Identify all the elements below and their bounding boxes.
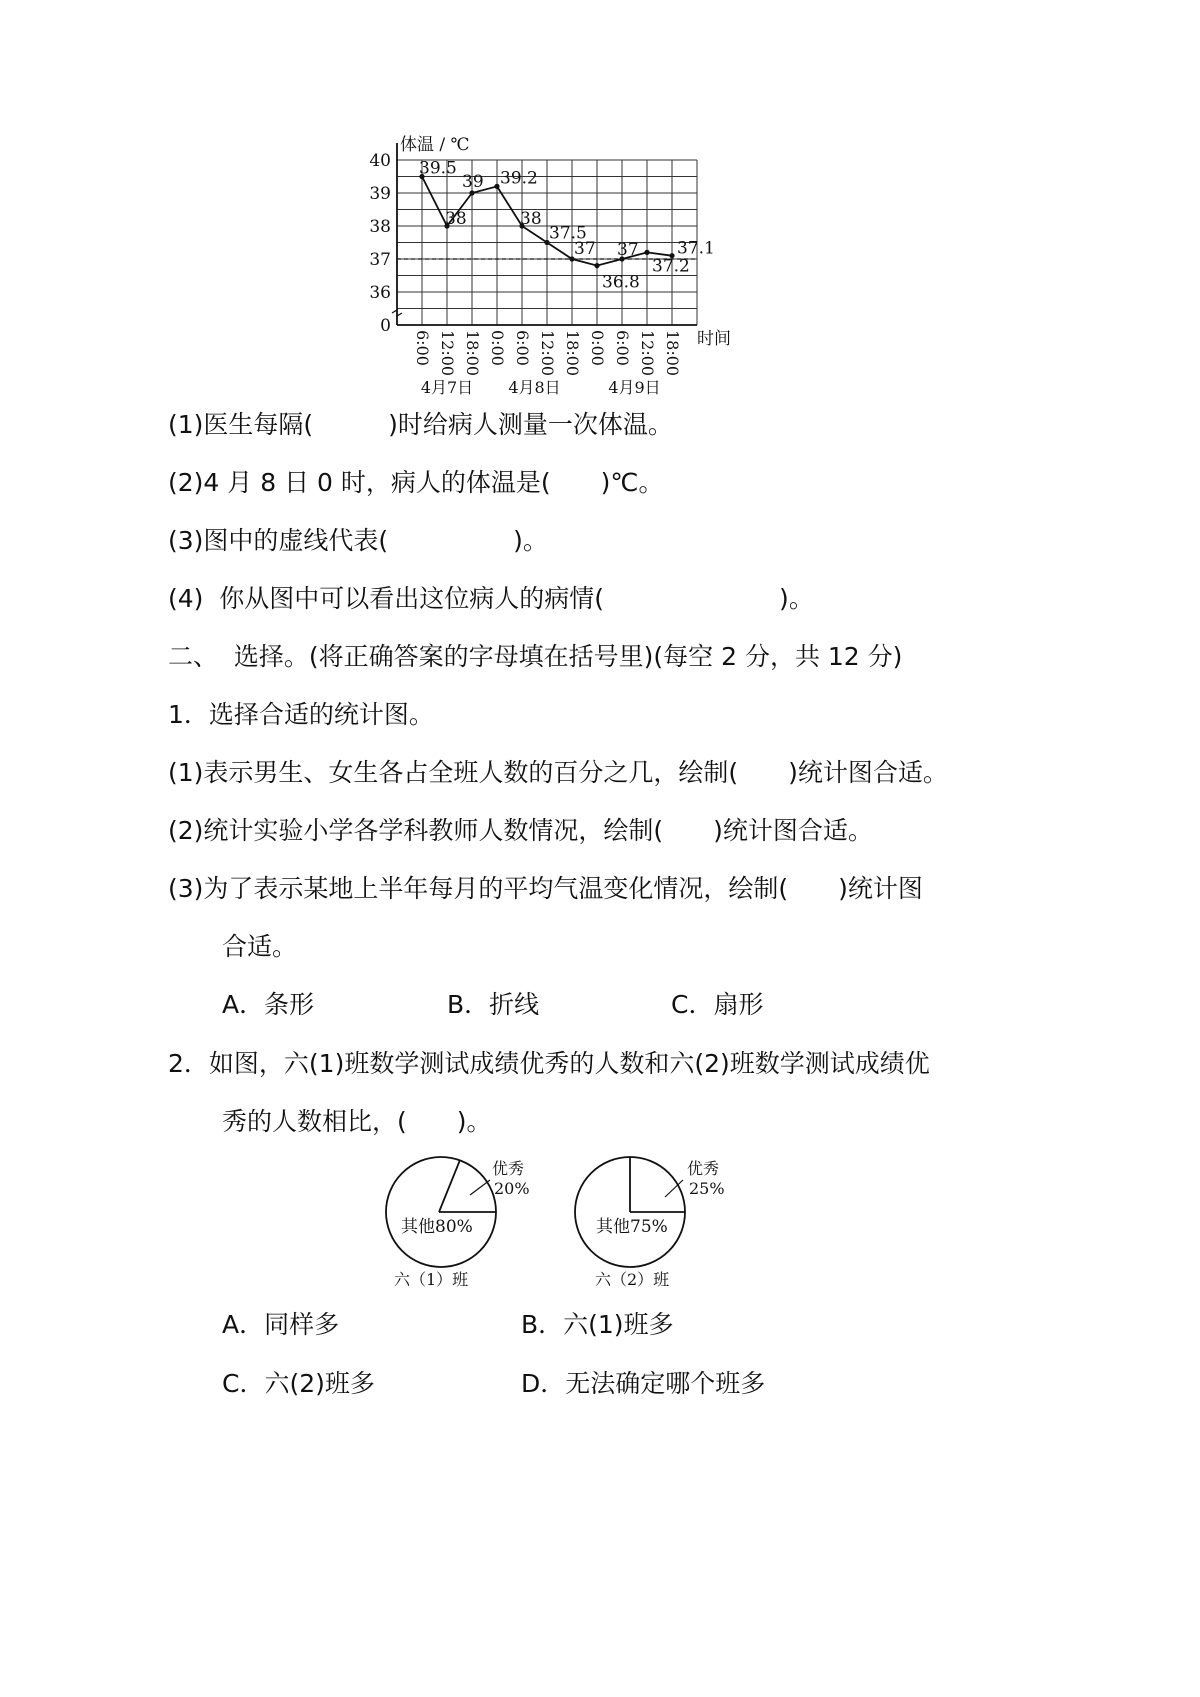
y-tick-36: 36 [369,283,391,303]
y-ticks [369,151,391,336]
pie-chart-class-1 [370,1145,550,1295]
option-b: B．折线 [447,990,540,1019]
question-2-2-cont: 秀的人数相比，( )。 [222,1107,492,1136]
option-2-d: D．无法确定哪个班多 [521,1369,766,1398]
x-tick-4: 6:00 [513,330,532,366]
date-group-1: 4月8日 [508,378,561,397]
pie-1-other-label: 其他80% [401,1217,473,1237]
x-tick-8: 6:00 [613,330,632,366]
data-label-4: 38 [520,209,542,229]
data-point-7 [594,263,599,268]
x-tick-0: 6:00 [413,330,432,366]
x-tick-6: 18:00 [563,330,582,377]
data-label-3: 39.2 [500,168,538,189]
date-group-2: 4月9日 [608,378,661,397]
data-label-0: 39.5 [419,158,457,179]
question-2-1-3: (3)为了表示某地上半年每月的平均气温变化情况，绘制( )统计图 [168,874,923,903]
x-tick-10: 18:00 [663,330,682,377]
pie-2-caption: 六（2）班 [595,1270,670,1289]
data-label-9: 37.2 [652,256,690,277]
question-1-3: (3)图中的虚线代表( )。 [168,526,548,555]
x-tick-7: 0:00 [588,330,607,366]
x-ticks [413,330,682,376]
x-tick-3: 0:00 [488,330,507,366]
x-tick-2: 18:00 [463,330,482,377]
question-2-1: 1．选择合适的统计图。 [168,700,434,729]
pie-2-excellent-name: 优秀 [687,1159,720,1178]
pie-chart-class-2 [565,1145,745,1295]
option-2-a: A．同样多 [222,1310,340,1339]
pie-2-excellent-label: 25% [689,1179,725,1198]
question-2-2: 2．如图，六(1)班数学测试成绩优秀的人数和六(2)班数学测试成绩优 [168,1049,930,1078]
pie-1-leader-line [470,1180,490,1195]
y-tick-0: 0 [380,316,391,336]
x-tick-9: 12:00 [638,330,657,377]
question-2-1-2: (2)统计实验小学各学科教师人数情况，绘制( )统计图合适。 [168,816,873,845]
pie-2-other-label: 其他75% [596,1217,668,1237]
y-tick-39: 39 [369,184,391,204]
data-label-8: 37 [617,240,639,260]
data-label-10: 37.1 [677,238,715,259]
option-c: C．扇形 [671,990,764,1019]
date-groups [421,378,661,397]
pie-1-caption: 六（1）班 [394,1270,469,1289]
x-axis-label: 时间 [697,329,731,349]
option-2-c: C．六(2)班多 [222,1369,375,1398]
x-tick-5: 12:00 [538,330,557,377]
question-1-1: (1)医生每隔( )时给病人测量一次体温。 [168,410,673,439]
y-tick-37: 37 [369,250,391,270]
pie-1-slice-edge-top [439,1160,460,1212]
x-tick-1: 12:00 [438,330,457,377]
date-group-0: 4月7日 [420,378,474,397]
axis-break-mark [392,310,402,316]
data-point-9 [644,250,649,255]
data-label-1: 38 [445,209,467,229]
y-tick-40: 40 [369,151,391,171]
data-label-5: 37.5 [549,223,587,244]
option-2-b: B．六(1)班多 [521,1310,674,1339]
data-point-3 [494,184,499,189]
temperature-line-chart [369,135,745,405]
section-2-heading: 二、 选择。(将正确答案的字母填在括号里)(每空 2 分，共 12 分) [168,642,903,671]
data-label-6: 37 [574,239,596,259]
question-2-1-3-cont: 合适。 [222,932,298,961]
y-tick-38: 38 [369,217,391,237]
y-axis-label: 体温 / ℃ [400,135,470,155]
data-label-7: 36.8 [602,272,640,293]
question-1-2: (2)4 月 8 日 0 时，病人的体温是( )℃。 [168,468,664,497]
option-a: A．条形 [222,990,315,1019]
question-2-1-1: (1)表示男生、女生各占全班人数的百分之几，绘制( )统计图合适。 [168,758,948,787]
data-label-2: 39 [462,172,484,192]
question-1-4: (4) 你从图中可以看出这位病人的病情( )。 [168,584,814,613]
pie-1-excellent-label: 20% [494,1179,530,1198]
pie-1-excellent-name: 优秀 [492,1159,525,1178]
